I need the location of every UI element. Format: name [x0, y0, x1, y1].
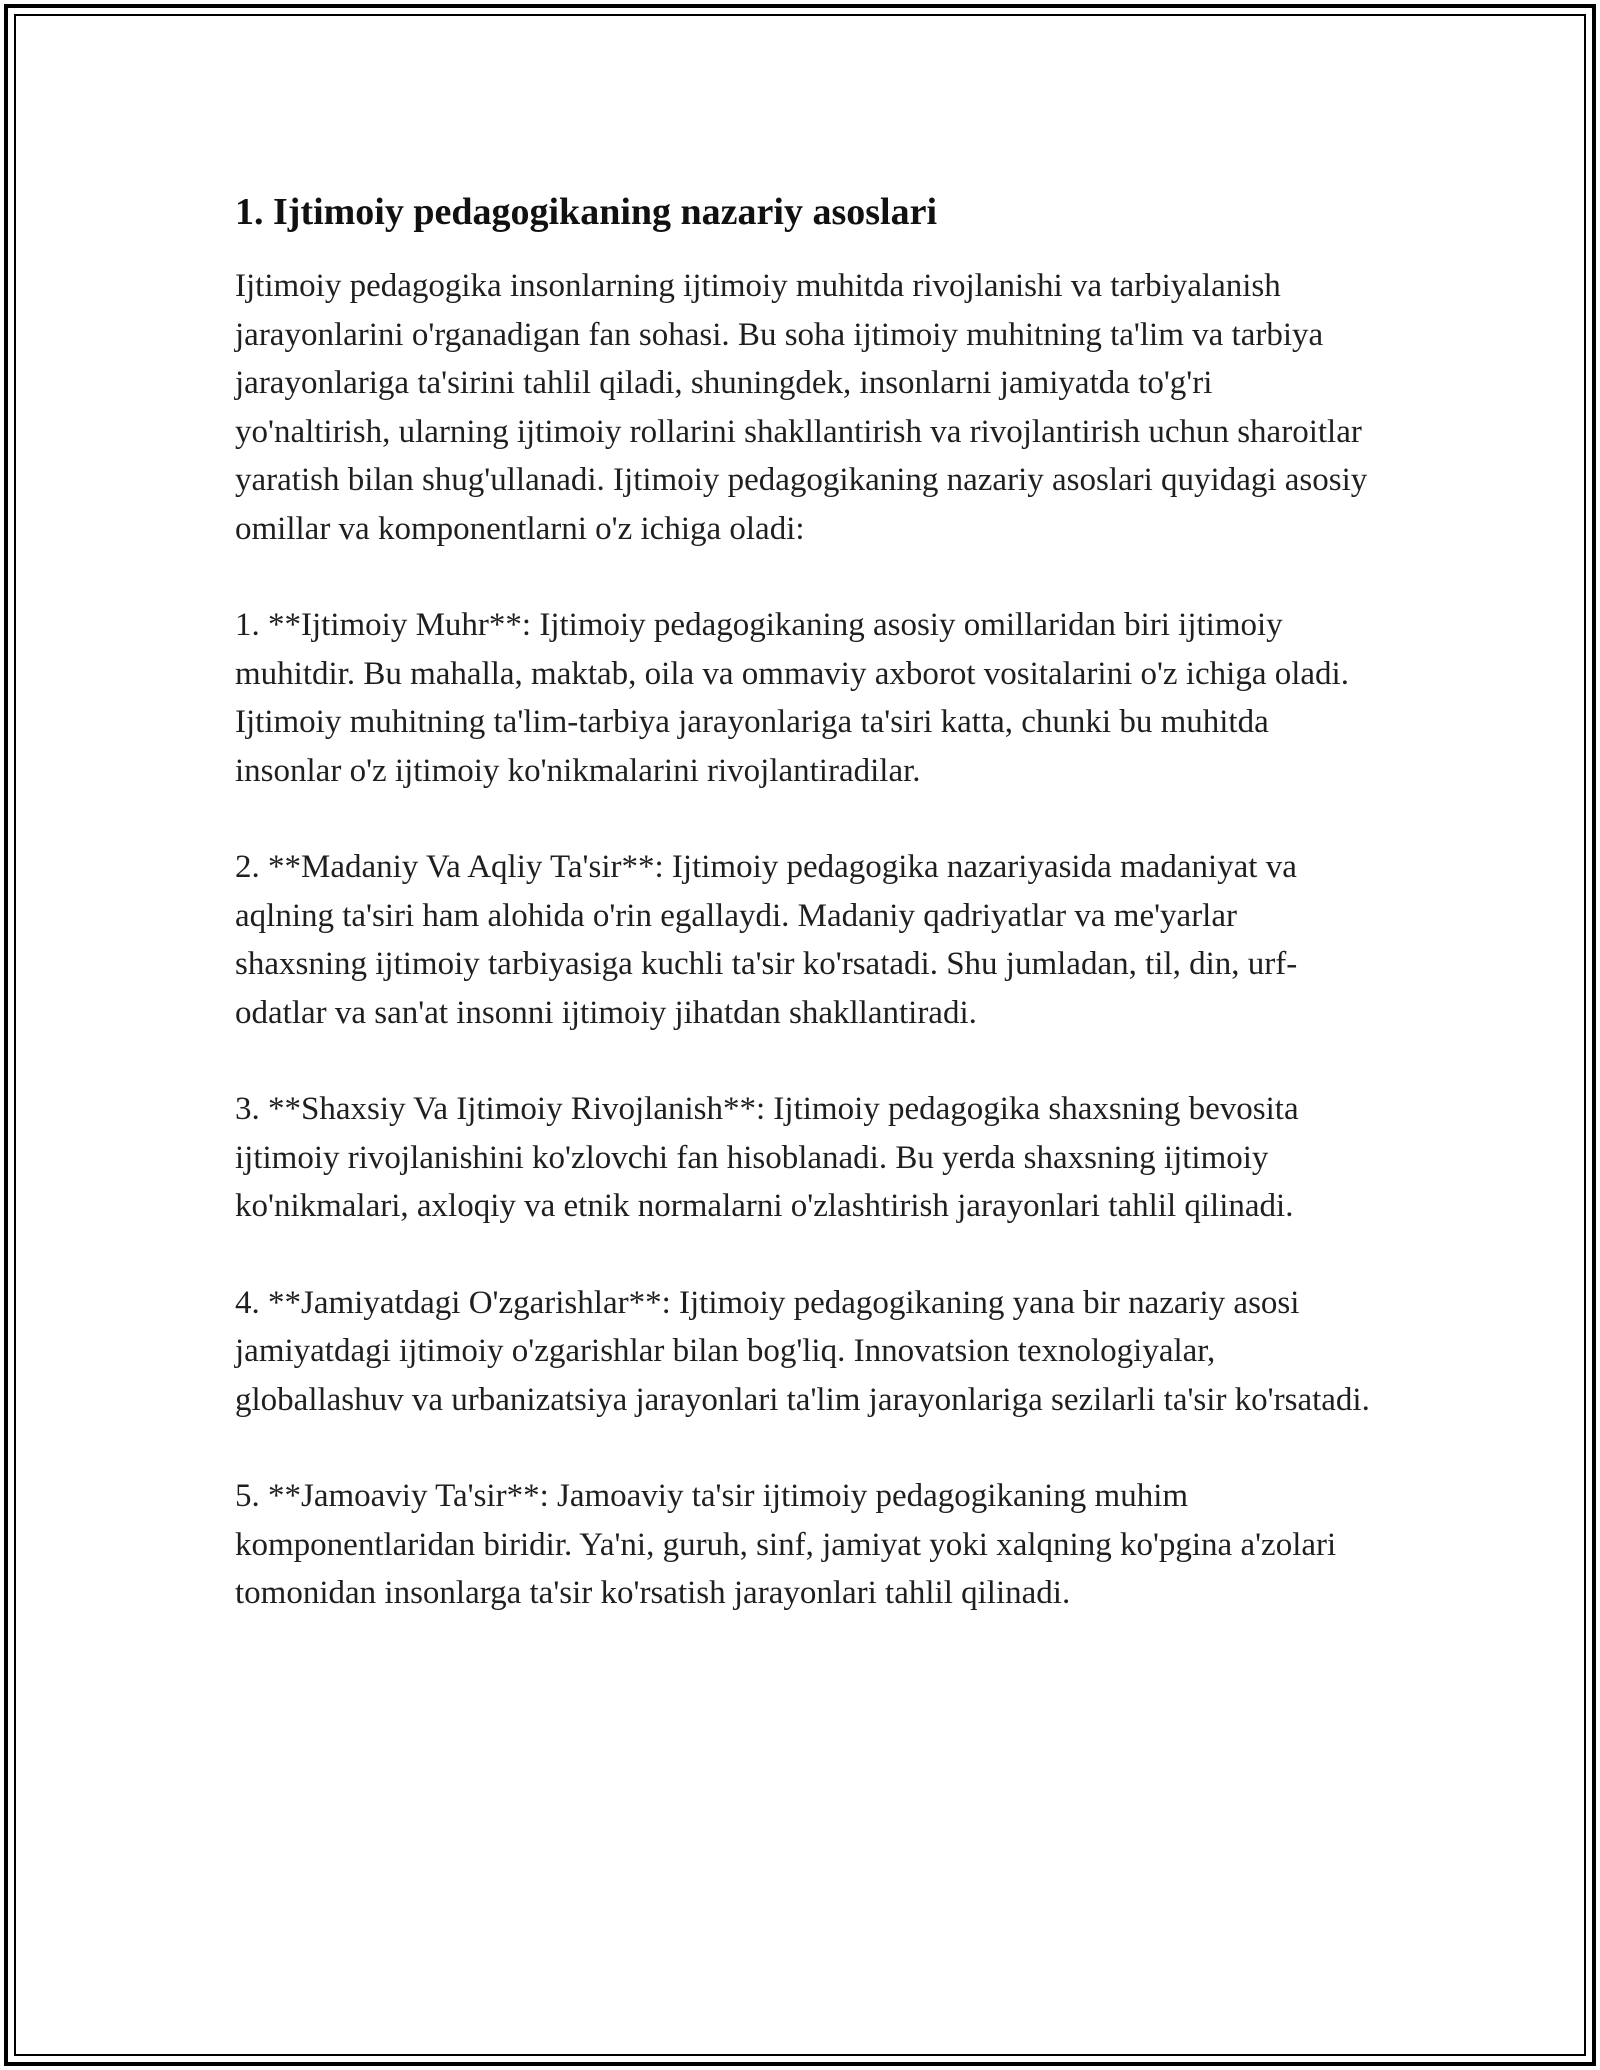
- list-item-heading: **Jamoaviy Ta'sir**:: [268, 1478, 549, 1514]
- list-item-text: Ijtimoiy pedagogika shaxsning bevosita ijtimoiy rivojlanishini ko'zlovchi fan hisoblanadi. Bu yerda shaxsning ijtimoiy ko'nikmalari, axloqiy va etnik normalarni o'zlashtirish jarayonlari tahlil qilinadi.: [235, 1091, 1299, 1224]
- list-item-number: 5.: [235, 1478, 260, 1514]
- list-item: [235, 1085, 1370, 1231]
- list-item-heading: **Ijtimoiy Muhr**:: [268, 607, 532, 643]
- list-item-text: Jamoaviy ta'sir ijtimoiy pedagogikaning muhim komponentlaridan biridir. Ya'ni, guruh, sinf, jamiyat yoki xalqning ko'pgina a'zolari tomonidan insonlarga ta'sir ko'rsatish jarayonlari tahlil qilinadi.: [235, 1478, 1337, 1611]
- list-item-number: 3.: [235, 1091, 260, 1127]
- list-item: [235, 843, 1370, 1037]
- list-item-heading: **Jamiyatdagi O'zgarishlar**:: [268, 1284, 671, 1321]
- list-item-text: Ijtimoiy pedagogika nazariyasida madaniyat va aqlning ta'siri ham alohida o'rin egallaydi. Madaniy qadriyatlar va me'yarlar shaxsning ijtimoiy tarbiyasiga kuchli ta'sir ko'rsatadi. Shu jumladan, til, din, urf-odatlar va san'at insonni ijtimoiy jihatdan shakllantiradi.: [235, 849, 1298, 1031]
- list-item-text: Ijtimoiy pedagogikaning yana bir nazariy asosi jamiyatdagi ijtimoiy o'zgarishlar bilan bog'liq. Innovatsion texnologiyalar, globallashuv va urbanizatsiya jarayonlari ta'lim jarayonlariga sezilarli ta'sir ko'rsatadi.: [235, 1284, 1370, 1418]
- list-item: [235, 601, 1370, 795]
- document-body: [235, 186, 1370, 1666]
- list-item-number: 2.: [235, 849, 260, 885]
- list-item-number: 4.: [235, 1284, 260, 1321]
- list-item: [235, 1279, 1370, 1425]
- intro-paragraph: Ijtimoiy pedagogika insonlarning ijtimoiy muhitda rivojlanishi va tarbiyalanish jarayonlarini o'rganadigan fan sohasi. Bu soha ijtimoiy muhitning ta'lim va tarbiya jarayonlariga ta'sirini tahlil qiladi, shuningdek, insonlarni jamiyatda to'g'ri yo'naltirish, ularning ijtimoiy rollarini shakllantirish va rivojlantirish uchun sharoitlar yaratish bilan shug'ullanadi. Ijtimoiy pedagogikaning nazariy asoslari quyidagi asosiy omillar va komponentlarni o'z ichiga oladi:: [235, 268, 1368, 547]
- list-item: [235, 1472, 1370, 1618]
- list-item-number: 1.: [235, 607, 260, 643]
- document-title: 1. Ijtimoiy pedagogikaning nazariy asoslari: [235, 191, 937, 233]
- list-item-heading: **Shaxsiy Va Ijtimoiy Rivojlanish**:: [268, 1091, 766, 1127]
- list-item-text: Ijtimoiy pedagogikaning asosiy omillaridan biri ijtimoiy muhitdir. Bu mahalla, maktab, oila va ommaviy axborot vositalarini o'z ichiga oladi. Ijtimoiy muhitning ta'lim-tarbiya jarayonlariga ta'siri katta, chunki bu muhitda insonlar o'z ijtimoiy ko'nikmalarini rivojlantiradilar.: [235, 607, 1349, 789]
- list-item-heading: **Madaniy Va Aqliy Ta'sir**:: [268, 849, 664, 885]
